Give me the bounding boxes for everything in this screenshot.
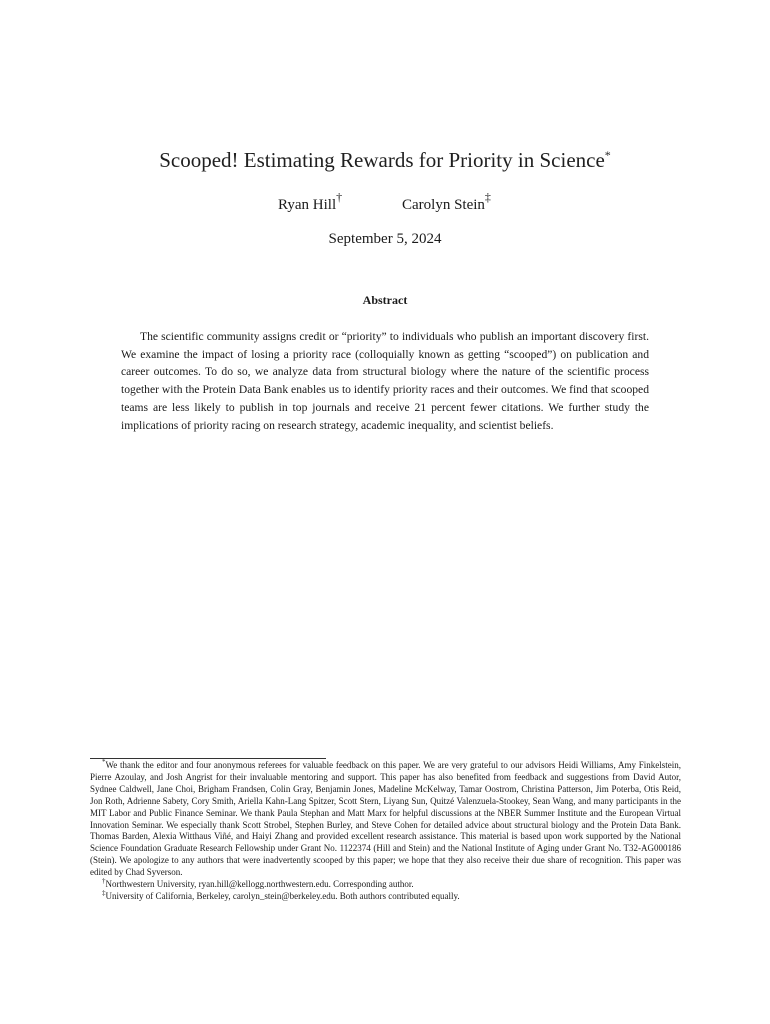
footnote-mark: † (102, 877, 106, 886)
footnote-divider (90, 758, 326, 759)
footnote-mark: * (102, 758, 106, 766)
footnote-text: University of California, Berkeley, carolyn_stein@berkeley.edu. Both authors contributed equally. (105, 890, 460, 901)
footnote (90, 879, 681, 891)
paper-title-text: Scooped! Estimating Rewards for Priority in Science (159, 148, 605, 172)
footnote (90, 888, 681, 903)
title-footnote-mark: * (604, 148, 611, 162)
author-name (278, 190, 343, 216)
author-footnote-mark: ‡ (484, 190, 491, 204)
author-name (402, 190, 491, 216)
abstract-text: The scientific community assigns credit or “priority” to individuals who publish an important discovery first. We examine the impact of losing a priority race (colloquially known as getting “scooped”) on publication and career outcomes. To do so, we analyze data from structural biology where the nature of the scientific process together with the Protein Data Bank enables us to identify priority races and their outcomes. We find that scooped teams are less likely to publish in top journals and receive 21 percent fewer citations. We further study the implications of priority racing on research strategy, academic inequality, and scientist beliefs. (121, 329, 649, 433)
paper-date: September 5, 2024 (328, 231, 442, 247)
footnote (90, 760, 681, 879)
author-footnote-mark: † (336, 190, 343, 204)
paper-title (0, 146, 770, 174)
footnote-mark: ‡ (102, 888, 106, 897)
footnotes (90, 760, 681, 903)
footnote-text: We thank the editor and four anonymous referees for valuable feedback on this paper. We are very grateful to our advisors Heidi Williams, Amy Finkelstein, Pierre Azoulay, and Josh Angrist for their invaluable mentoring and support. This paper has also benefited from feedback and suggestions from David Autor, Sydnee Caldwell, Jane Choi, Brigham Frandsen, Colin Gray, Benjamin Jones, Madeline McKelway, Tamar Oostrom, Christina Patterson, Jim Poterba, Otis Reid, Jon Roth, Adrienne Sabety, Cory Smith, Ariella Kahn-Lang Spitzer, Scott Stern, Liyang Sun, Quitzé Valenzuela-Stookey, Sean Wang, and many participants in the MIT Labor and Public Finance Seminar. We thank Paula Stephan and Matt Marx for helpful discussions at the NBER Summer Institute and the European Virtual Innovation Seminar. We especially thank Scott Strobel, Stephen Burley, and Steve Cohen for detailed advice about structural biology and the Protein Data Bank. Thomas Barden, Alexia Witthaus Viñé, and Haiyi Zhang and provided excellent research assistance. This material is based upon work supported by the National Science Foundation Graduate Research Fellowship under Grant No. 1122374 (Hill and Stein) and the National Institute of Aging under Grant No. T32-AG000186 (Stein). We apologize to any authors that were inadvertently scooped by this paper; we hope that they also receive their due share of recognition. This paper was edited by Chad Syverson. (90, 760, 681, 878)
author-name-text: Ryan Hill (278, 197, 337, 213)
author-name-text: Carolyn Stein (402, 197, 485, 213)
abstract-heading: Abstract (362, 293, 408, 307)
footnote-text: Northwestern University, ryan.hill@kellogg.northwestern.edu. Corresponding author. (105, 879, 414, 890)
